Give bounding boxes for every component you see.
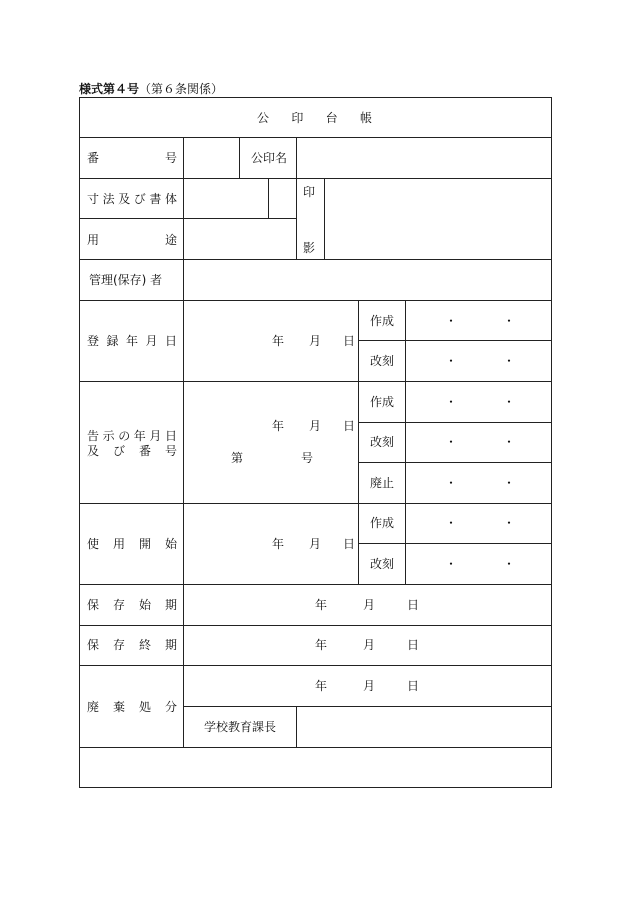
retention-end-label: 保 存 終 期 [87, 638, 177, 652]
notice-event-create: 作成 [370, 395, 395, 409]
size-font-value-cell[interactable] [183, 178, 269, 219]
remarks-cell[interactable] [79, 747, 552, 788]
form-title [257, 111, 372, 125]
seal-register-form [79, 97, 552, 788]
seal-impression-char-1: 印 [303, 185, 316, 199]
retention-end-month: 月 [363, 638, 376, 652]
notice-label-line2: 及 び 番 号 [87, 444, 177, 458]
date-separator: ・ [503, 557, 516, 571]
title-char: 印 [291, 111, 304, 125]
retention-start-month: 月 [363, 598, 376, 612]
title-char: 台 [325, 111, 338, 125]
notice-create-date-cell[interactable] [405, 381, 552, 423]
seal-impression-char-2: 影 [303, 241, 316, 255]
date-separator: ・ [503, 314, 516, 328]
notice-number-prefix: 第 [231, 451, 244, 465]
seal-impression-area[interactable] [324, 178, 552, 260]
date-separator: ・ [503, 395, 516, 409]
notice-month: 月 [309, 419, 322, 433]
disposal-day: 日 [407, 679, 420, 693]
date-separator: ・ [445, 557, 458, 571]
retention-start-year: 年 [315, 598, 328, 612]
registration-day: 日 [343, 334, 356, 348]
custodian-label: 管理(保存) 者 [89, 273, 163, 287]
registration-recarve-date-cell[interactable] [405, 340, 552, 382]
disposal-month: 月 [363, 679, 376, 693]
size-font-value-cell-2[interactable] [268, 178, 297, 219]
use-start-create-date-cell[interactable] [405, 503, 552, 544]
date-separator: ・ [445, 435, 458, 449]
registration-event-recarve: 改刻 [370, 354, 395, 368]
date-separator: ・ [445, 314, 458, 328]
retention-start-label: 保 存 始 期 [87, 598, 177, 612]
date-separator: ・ [445, 354, 458, 368]
registration-create-date-cell[interactable] [405, 300, 552, 341]
disposal-year: 年 [315, 679, 328, 693]
registration-event-create: 作成 [370, 314, 395, 328]
registration-month: 月 [309, 334, 322, 348]
date-separator: ・ [445, 395, 458, 409]
notice-abolish-date-cell[interactable] [405, 462, 552, 504]
notice-number-suffix: 号 [301, 451, 314, 465]
title-char: 公 [257, 111, 270, 125]
notice-recarve-date-cell[interactable] [405, 422, 552, 463]
form-relation: （第６条関係） [139, 82, 224, 96]
seal-name-value-cell[interactable] [296, 137, 552, 179]
use-start-year: 年 [272, 537, 285, 551]
use-start-event-recarve: 改刻 [370, 557, 395, 571]
notice-label-line1: 告 示 の 年 月 日 [87, 429, 177, 443]
approver-value-cell[interactable] [296, 706, 552, 748]
registration-date-cell[interactable] [183, 300, 359, 382]
approver-label: 学校教育課長 [204, 720, 277, 734]
number-label: 番 号 [87, 151, 177, 165]
notice-date-cell[interactable] [183, 381, 359, 504]
size-font-label: 寸 法 及 び 書 体 [87, 192, 177, 206]
disposal-label: 廃 棄 処 分 [87, 700, 177, 714]
use-start-day: 日 [343, 537, 356, 551]
date-separator: ・ [503, 354, 516, 368]
use-start-label: 使 用 開 始 [87, 537, 177, 551]
use-start-date-cell[interactable] [183, 503, 359, 585]
date-separator: ・ [503, 516, 516, 530]
date-separator: ・ [445, 516, 458, 530]
title-char: 帳 [359, 111, 372, 125]
retention-start-day: 日 [407, 598, 420, 612]
form-caption [79, 80, 223, 97]
registration-label: 登 録 年 月 日 [87, 334, 177, 348]
registration-year: 年 [272, 334, 285, 348]
use-start-month: 月 [309, 537, 322, 551]
form-number: 様式第４号 [79, 82, 140, 96]
retention-end-year: 年 [315, 638, 328, 652]
notice-year: 年 [272, 419, 285, 433]
notice-day: 日 [343, 419, 356, 433]
number-value-cell[interactable] [183, 137, 240, 179]
notice-event-recarve: 改刻 [370, 435, 395, 449]
purpose-label: 用 途 [87, 233, 177, 247]
purpose-value-cell[interactable] [183, 218, 297, 260]
use-start-event-create: 作成 [370, 516, 395, 530]
notice-event-abolish: 廃止 [370, 476, 395, 490]
custodian-value-cell[interactable] [183, 259, 552, 301]
seal-name-label: 公印名 [251, 151, 288, 165]
date-separator: ・ [503, 435, 516, 449]
date-separator: ・ [503, 476, 516, 490]
use-start-recarve-date-cell[interactable] [405, 543, 552, 585]
date-separator: ・ [445, 476, 458, 490]
retention-end-day: 日 [407, 638, 420, 652]
